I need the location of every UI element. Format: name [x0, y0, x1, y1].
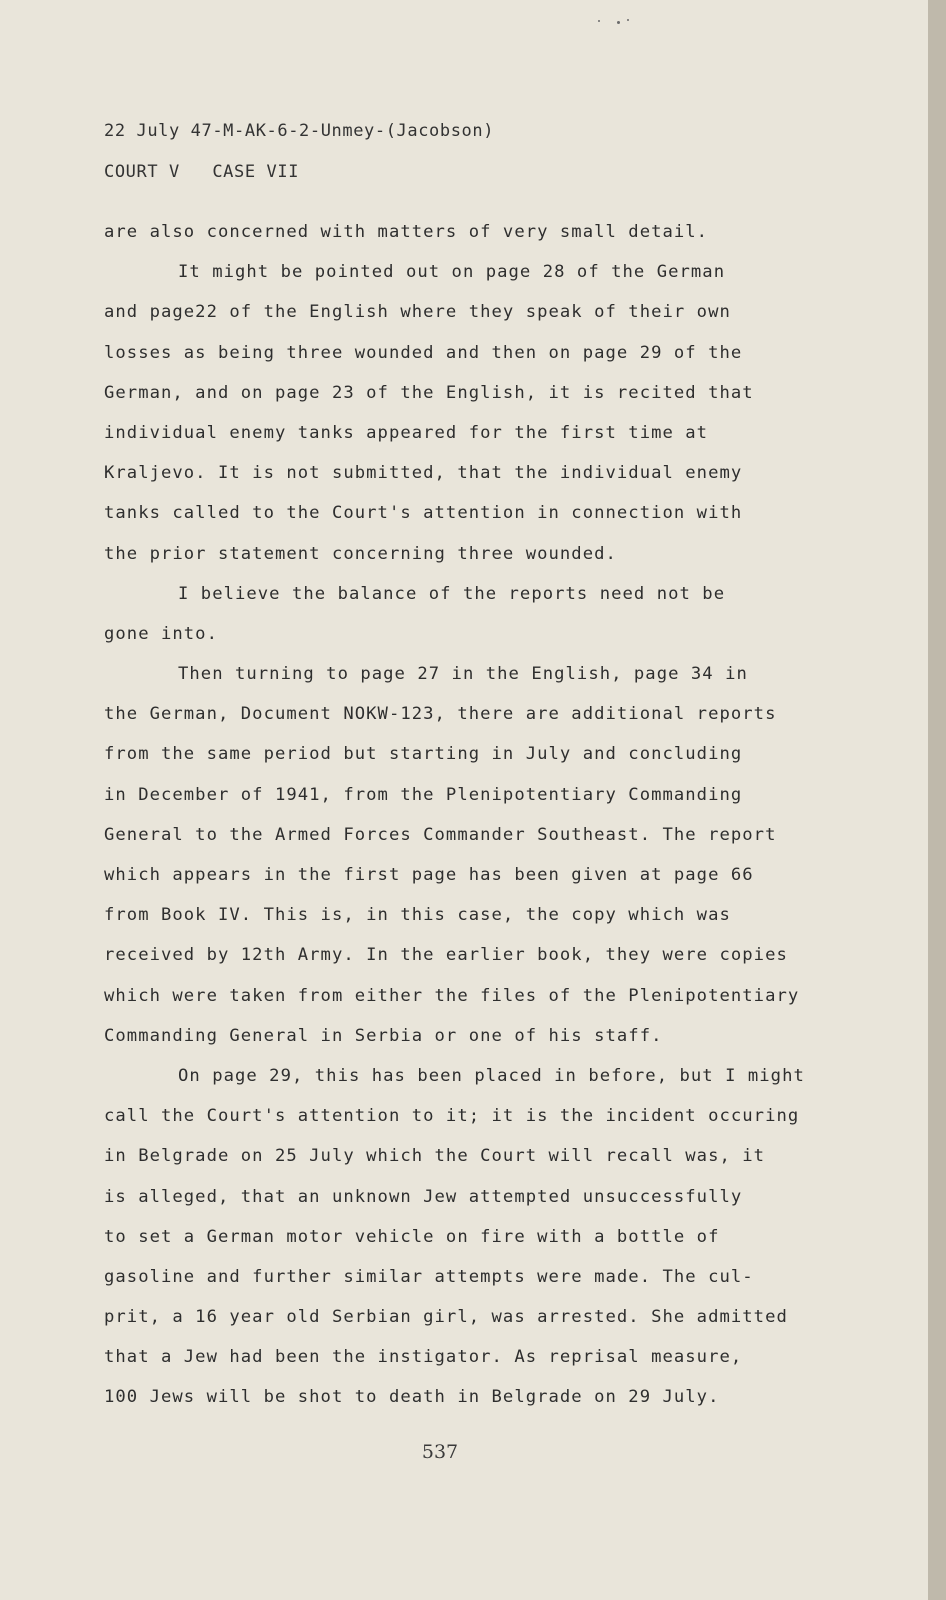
- body-line: is alleged, that an unknown Jew attempted unsuccessfully: [104, 1186, 743, 1207]
- body-line: gasoline and further similar attempts were made. The cul-: [104, 1266, 754, 1287]
- body-line: which appears in the first page has been given at page 66: [104, 865, 754, 885]
- body-line: German, and on page 23 of the English, it is recited that: [104, 382, 754, 403]
- document-header-date-line: 22 July 47-M-AK-6-2-Unmey-(Jacobson): [104, 121, 495, 141]
- paper-speck: [627, 19, 629, 21]
- document-header-court-case: COURT V CASE VII: [104, 162, 300, 182]
- body-line: I believe the balance of the reports need not be: [178, 583, 726, 604]
- body-line: General to the Armed Forces Commander Southeast. The report: [104, 824, 777, 845]
- body-line: Kraljevo. It is not submitted, that the individual enemy: [104, 463, 743, 484]
- scan-edge: [928, 0, 946, 1600]
- body-line: from Book IV. This is, in this case, the copy which was: [104, 905, 731, 926]
- paper-speck: [617, 21, 620, 24]
- body-line: tanks called to the Court's attention in connection with: [104, 503, 743, 524]
- body-line: which were taken from either the files of the Plenipotentiary: [104, 985, 800, 1006]
- body-line: that a Jew had been the instigator. As reprisal measure,: [104, 1347, 743, 1368]
- body-line: the prior statement concerning three wounded.: [104, 543, 617, 564]
- body-line: the German, Document NOKW-123, there are additional reports: [104, 704, 777, 725]
- body-line: prit, a 16 year old Serbian girl, was arrested. She admitted: [104, 1307, 788, 1328]
- page-number: 537: [421, 1441, 459, 1463]
- body-line: in December of 1941, from the Plenipotentiary Commanding: [104, 784, 743, 805]
- body-line: It might be pointed out on page 28 of the German: [178, 262, 726, 283]
- body-line: in Belgrade on 25 July which the Court will recall was, it: [104, 1146, 766, 1167]
- paper-speck: [598, 20, 600, 22]
- body-line: Then turning to page 27 in the English, page 34 in: [178, 664, 748, 685]
- body-line: Commanding General in Serbia or one of his staff.: [104, 1025, 663, 1046]
- body-line: received by 12th Army. In the earlier book, they were copies: [104, 945, 788, 966]
- body-line: call the Court's attention to it; it is the incident occuring: [104, 1106, 800, 1127]
- body-line: gone into.: [104, 623, 218, 644]
- body-line: are also concerned with matters of very small detail.: [104, 222, 709, 242]
- body-line: individual enemy tanks appeared for the first time at: [104, 422, 709, 443]
- body-line: to set a German motor vehicle on fire with a bottle of: [104, 1226, 720, 1247]
- transcript-body: [104, 212, 864, 1418]
- body-line: On page 29, this has been placed in before, but I might: [178, 1065, 805, 1086]
- body-line: and page22 of the English where they speak of their own: [104, 302, 731, 323]
- body-line: losses as being three wounded and then on page 29 of the: [104, 342, 743, 363]
- body-line: 100 Jews will be shot to death in Belgrade on 29 July.: [104, 1387, 720, 1408]
- body-line: from the same period but starting in July and concluding: [104, 744, 743, 765]
